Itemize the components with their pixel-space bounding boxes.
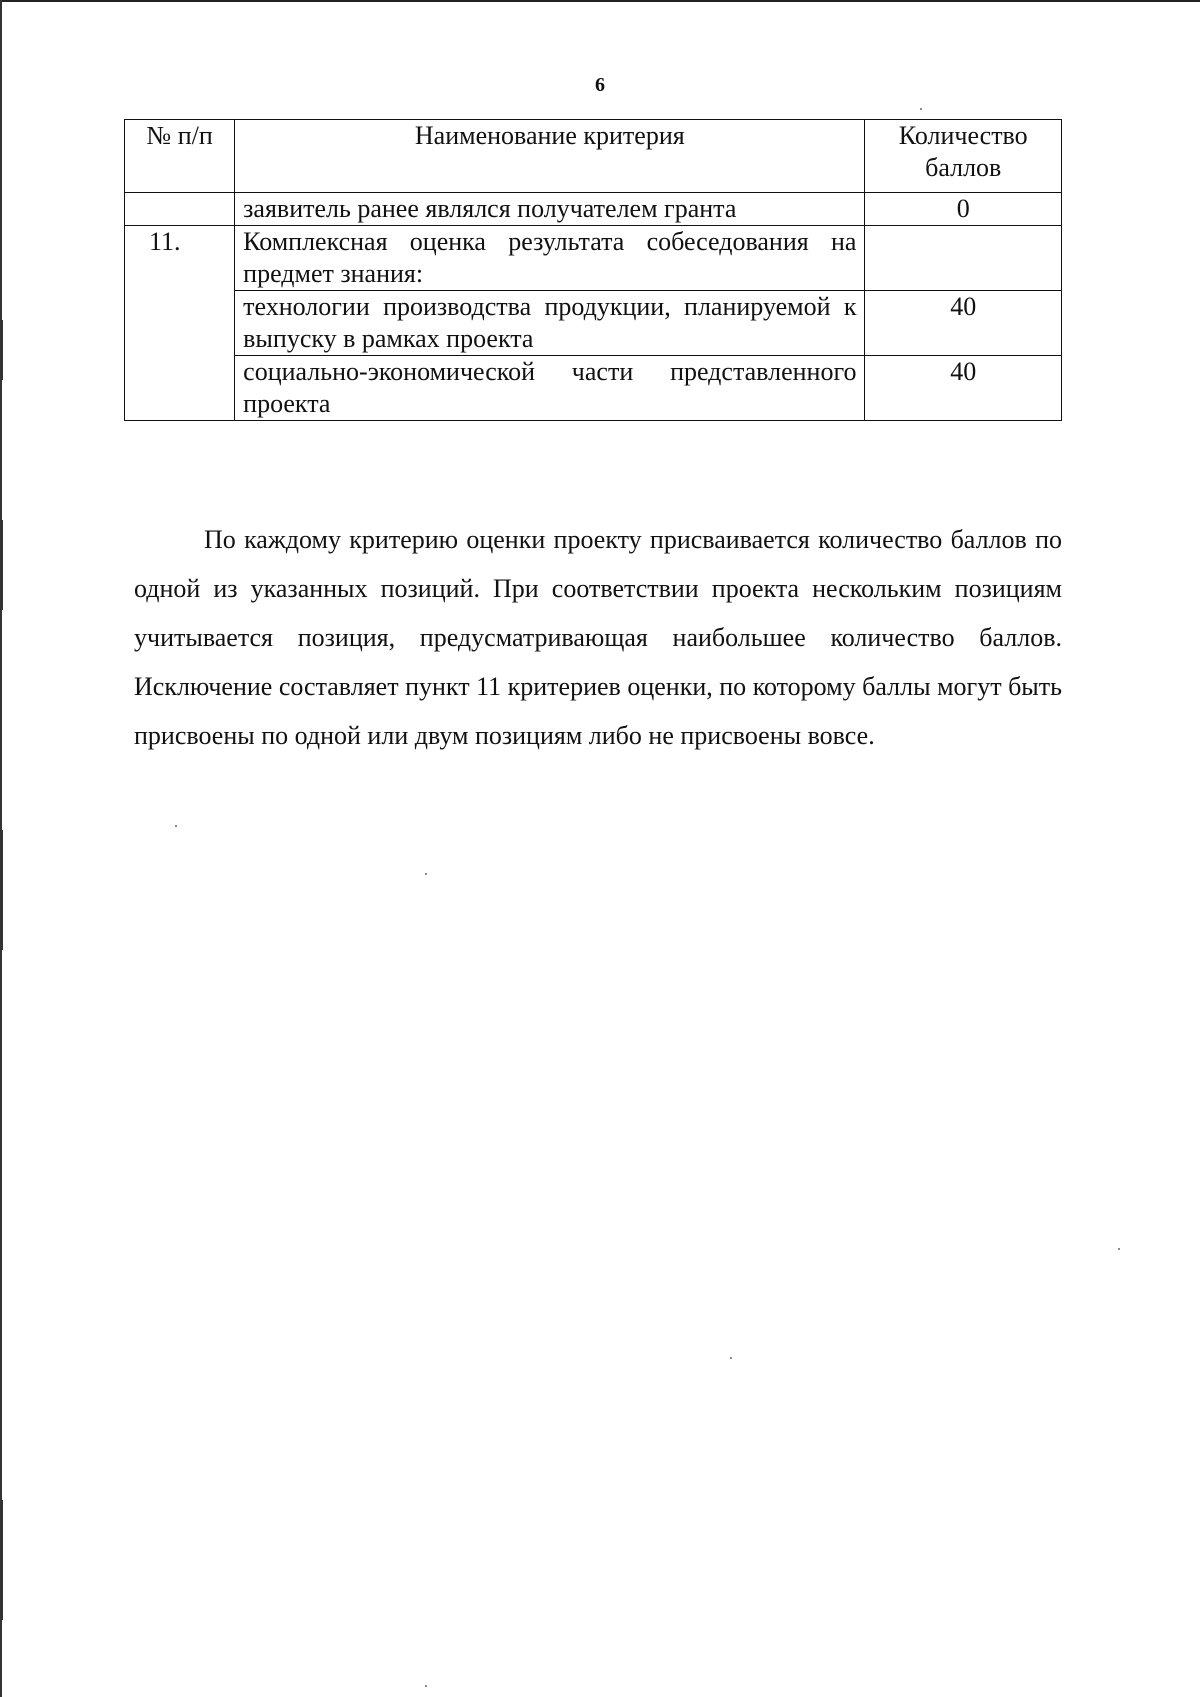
row-num [125,193,235,226]
criteria-table [124,119,1062,421]
header-score: Количество баллов [865,120,1062,193]
table-row [125,226,1062,291]
row-criterion: заявитель ранее являлся получателем гранта [235,193,865,226]
table-row [125,356,1062,421]
row-criterion: технологии производства продукции, планируемой к выпуску в рамках проекта [235,291,865,356]
row-score: 0 [865,193,1062,226]
scan-speck [920,108,922,110]
row-score: 40 [865,291,1062,356]
body-paragraph: По каждому критерию оценки проекту присваивается количество баллов по одной из указанных позиций. При соответствии проекта нескольким позициям учитывается позиция, предусматривающая наибольшее количество баллов. Исключение составляет пункт 11 критериев оценки, по которому баллы могут быть присвоены по одной или двум позициям либо не присвоены вовсе. [134,525,1062,750]
scan-speck [730,1357,732,1359]
row-num: 11. [125,226,235,421]
header-num: № п/п [125,120,235,193]
table-row [125,193,1062,226]
scan-speck [175,825,177,827]
row-criterion: Комплексная оценка результата собеседования на предмет знания: [235,226,865,291]
scan-speck [1118,1248,1120,1250]
scan-speck [425,1685,427,1687]
scan-speck [425,873,427,875]
scan-mark [0,320,3,380]
scan-mark [0,1500,3,1620]
scan-mark [0,830,3,950]
header-name: Наименование критерия [235,120,865,193]
table-row [125,291,1062,356]
scan-mark [0,520,3,610]
scan-edge-top [0,0,1200,2]
row-criterion: социально-экономической части представленного проекта [235,356,865,421]
row-score: 40 [865,356,1062,421]
table-header-row [125,120,1062,193]
row-score [865,226,1062,291]
page-number: 6 [595,74,605,96]
